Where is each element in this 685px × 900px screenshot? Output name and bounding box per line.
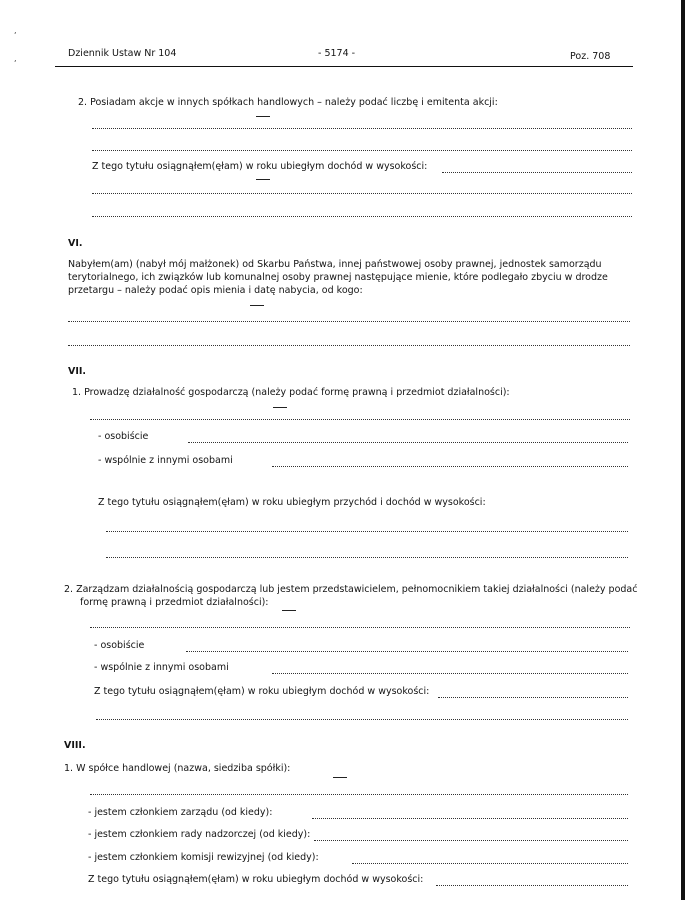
- answer-line[interactable]: [68, 321, 630, 322]
- personally-label: - osobiście: [94, 640, 145, 651]
- answer-line[interactable]: [96, 719, 628, 720]
- header-page-number: - 5174 -: [318, 48, 356, 59]
- jointly-label: - wspólnie z innymi osobami: [94, 662, 229, 673]
- income-label: Z tego tytułu osiągnąłem(ęłam) w roku ubiegłym dochód w wysokości:: [92, 161, 428, 172]
- answer-line[interactable]: [92, 193, 632, 194]
- income-answer-line[interactable]: [438, 697, 628, 698]
- income-label: Z tego tytułu osiągnąłem(ęłam) w roku ubiegłym dochód w wysokości:: [88, 874, 424, 885]
- mark-dash: [282, 610, 296, 611]
- section-vi-text-2: terytorialnego, ich związków lub komunalnej osoby prawnej następujące mienie, które podlegało zbyciu w drodze: [68, 272, 608, 283]
- supervisory-answer-line[interactable]: [314, 840, 628, 841]
- board-answer-line[interactable]: [312, 818, 628, 819]
- answer-line[interactable]: [90, 419, 630, 420]
- mark-dash: [250, 305, 264, 306]
- income-answer-line[interactable]: [436, 885, 628, 886]
- section-vii-heading: VII.: [68, 366, 87, 377]
- jointly-label: - wspólnie z innymi osobami: [98, 455, 233, 466]
- scan-mark: ,: [14, 26, 17, 35]
- audit-label: - jestem członkiem komisji rewizyjnej (od kiedy):: [88, 852, 319, 863]
- header-rule: [55, 66, 633, 67]
- business-question: 1. Prowadzę działalność gospodarczą (należy podać formę prawną i przedmiot działalności):: [72, 387, 510, 398]
- mark-dash: [256, 116, 270, 117]
- company-question: 1. W spółce handlowej (nazwa, siedziba spółki):: [64, 763, 291, 774]
- scan-edge: [681, 0, 685, 900]
- shares-question: 2. Posiadam akcje w innych spółkach handlowych – należy podać liczbę i emitenta akcji:: [78, 97, 498, 108]
- section-viii-heading: VIII.: [64, 740, 86, 751]
- section-vi-heading: VI.: [68, 238, 83, 249]
- board-label: - jestem członkiem zarządu (od kiedy):: [88, 807, 273, 818]
- answer-line[interactable]: [90, 794, 628, 795]
- personally-label: - osobiście: [98, 431, 149, 442]
- personally-answer-line[interactable]: [188, 442, 628, 443]
- supervisory-label: - jestem członkiem rady nadzorczej (od kiedy):: [88, 829, 311, 840]
- section-vi-text-3: przetargu – należy podać opis mienia i datę nabycia, od kogo:: [68, 285, 363, 296]
- header-position: Poz. 708: [570, 51, 611, 62]
- answer-line[interactable]: [92, 216, 632, 217]
- answer-line[interactable]: [92, 150, 632, 151]
- section-vi-text-1: Nabyłem(am) (nabył mój małżonek) od Skarbu Państwa, innej państwowej osoby prawnej, jednostek samorządu: [68, 259, 602, 270]
- mark-dash: [256, 179, 270, 180]
- income-answer-line[interactable]: [442, 172, 632, 173]
- answer-line[interactable]: [92, 128, 632, 129]
- revenue-income-label: Z tego tytułu osiągnąłem(ęłam) w roku ubiegłym przychód i dochód w wysokości:: [98, 497, 486, 508]
- mark-dash: [273, 407, 287, 408]
- answer-line[interactable]: [90, 627, 630, 628]
- answer-line[interactable]: [106, 531, 628, 532]
- management-question-2: formę prawną i przedmiot działalności):: [80, 597, 269, 608]
- answer-line[interactable]: [106, 557, 628, 558]
- jointly-answer-line[interactable]: [272, 673, 628, 674]
- scan-mark: ,: [14, 54, 17, 63]
- audit-answer-line[interactable]: [352, 863, 628, 864]
- answer-line[interactable]: [68, 345, 630, 346]
- management-question-1: 2. Zarządzam działalnością gospodarczą lub jestem przedstawicielem, pełnomocnikiem takiej działalności (należy podać: [64, 584, 638, 595]
- jointly-answer-line[interactable]: [272, 466, 628, 467]
- income-label: Z tego tytułu osiągnąłem(ęłam) w roku ubiegłym dochód w wysokości:: [94, 686, 430, 697]
- personally-answer-line[interactable]: [186, 651, 628, 652]
- header-journal: Dziennik Ustaw Nr 104: [68, 48, 177, 59]
- mark-dash: [333, 777, 347, 778]
